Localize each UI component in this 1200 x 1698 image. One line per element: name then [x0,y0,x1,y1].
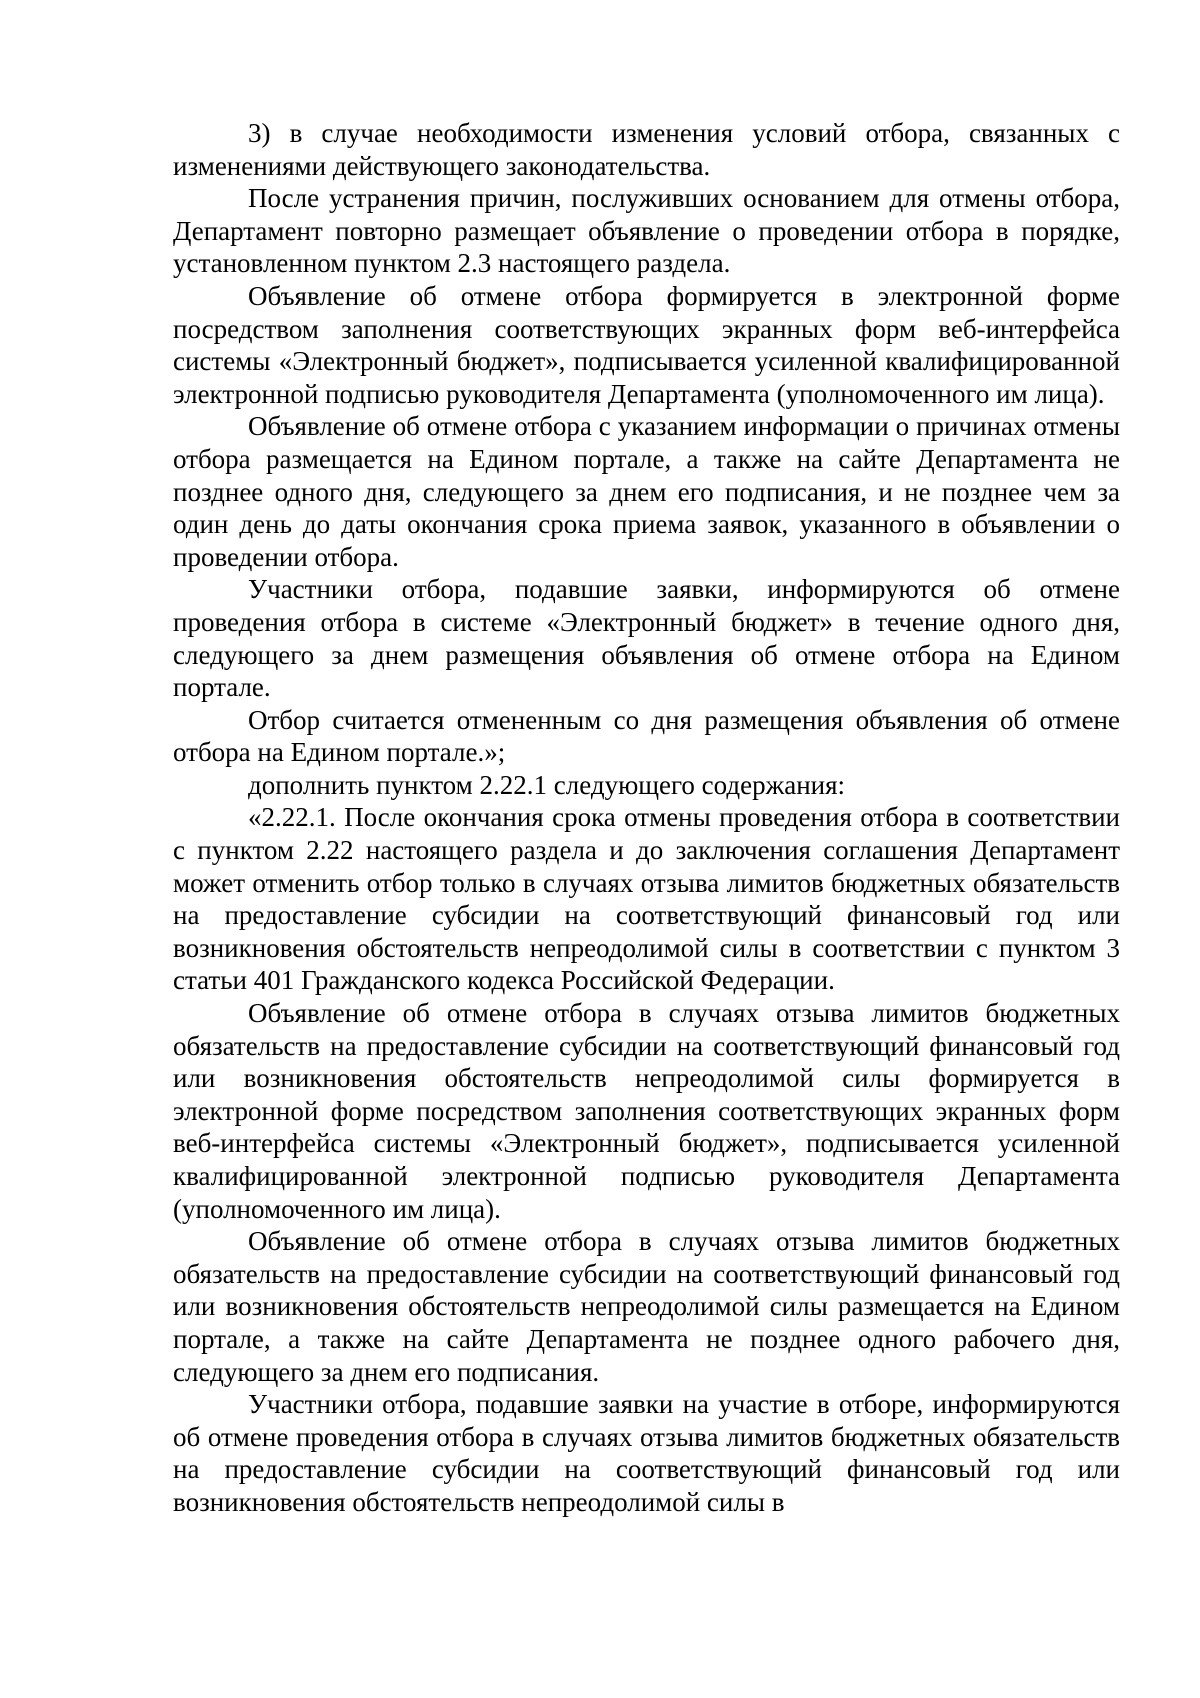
paragraph-4: Объявление об отмене отбора с указанием информации о причинах отмены отбора размещается на Едином портале, а также на сайте Департамента не позднее одного дня, следующего за днем его подписания, и не позднее чем за один день до даты окончания срока приема заявок, указанного в объявлении о проведении отбора. [173,411,1120,572]
paragraph-11: Участники отбора, подавшие заявки на участие в отборе, информируются об отмене проведения отбора в случаях отзыва лимитов бюджетных обязательств на предоставление субсидии на соответствующий финансовый год или возникновения обстоятельств непреодолимой силы в [173,1389,1120,1517]
document-body [173,117,1120,1519]
paragraph-5: Участники отбора, подавшие заявки, информируются об отмене проведения отбора в системе «Электронный бюджет» в течение одного дня, следующего за днем размещения объявления об отмене отбора на Едином портале. [173,574,1120,703]
paragraph-2: После устранения причин, послуживших основанием для отмены отбора, Департамент повторно размещает объявление о проведении отбора в порядке, установленном пунктом 2.3 настоящего раздела. [173,183,1120,279]
paragraph-7: дополнить пунктом 2.22.1 следующего содержания: [248,769,846,800]
paragraph-3: Объявление об отмене отбора формируется в электронной форме посредством заполнения соответствующих экранных форм веб-интерфейса системы «Электронный бюджет», подписывается усиленной квалифицированной электронной подписью руководителя Департамента (уполномоченного им лица). [173,280,1120,409]
paragraph-9: Объявление об отмене отбора в случаях отзыва лимитов бюджетных обязательств на предоставление субсидии на соответствующий финансовый год или возникновения обстоятельств непреодолимой силы формируется в электронной форме посредством заполнения соответствующих экранных форм веб-интерфейса системы «Электронный бюджет», подписывается усиленной квалифицированной электронной подписью руководителя Департамента (уполномоченного им лица). [173,998,1120,1224]
paragraph-6: Отбор считается отмененным со дня размещения объявления об отмене отбора на Едином портале.»; [173,704,1120,768]
paragraph-1: 3) в случае необходимости изменения условий отбора, связанных с изменениями действующего законодательства. [173,118,1120,181]
paragraph-8: «2.22.1. После окончания срока отмены проведения отбора в соответствии с пунктом 2.22 настоящего раздела и до заключения соглашения Департамент может отменить отбор только в случаях отзыва лимитов бюджетных обязательств на предоставление субсидии на соответствующий финансовый год или возникновения обстоятельств непреодолимой силы в соответствии с пунктом 3 статьи 401 Гражданского кодекса Российской Федерации. [173,802,1120,996]
paragraph-10: Объявление об отмене отбора в случаях отзыва лимитов бюджетных обязательств на предоставление субсидии на соответствующий финансовый год или возникновения обстоятельств непреодолимой силы размещается на Едином портале, а также на сайте Департамента не позднее одного рабочего дня, следующего за днем его подписания. [173,1226,1120,1387]
